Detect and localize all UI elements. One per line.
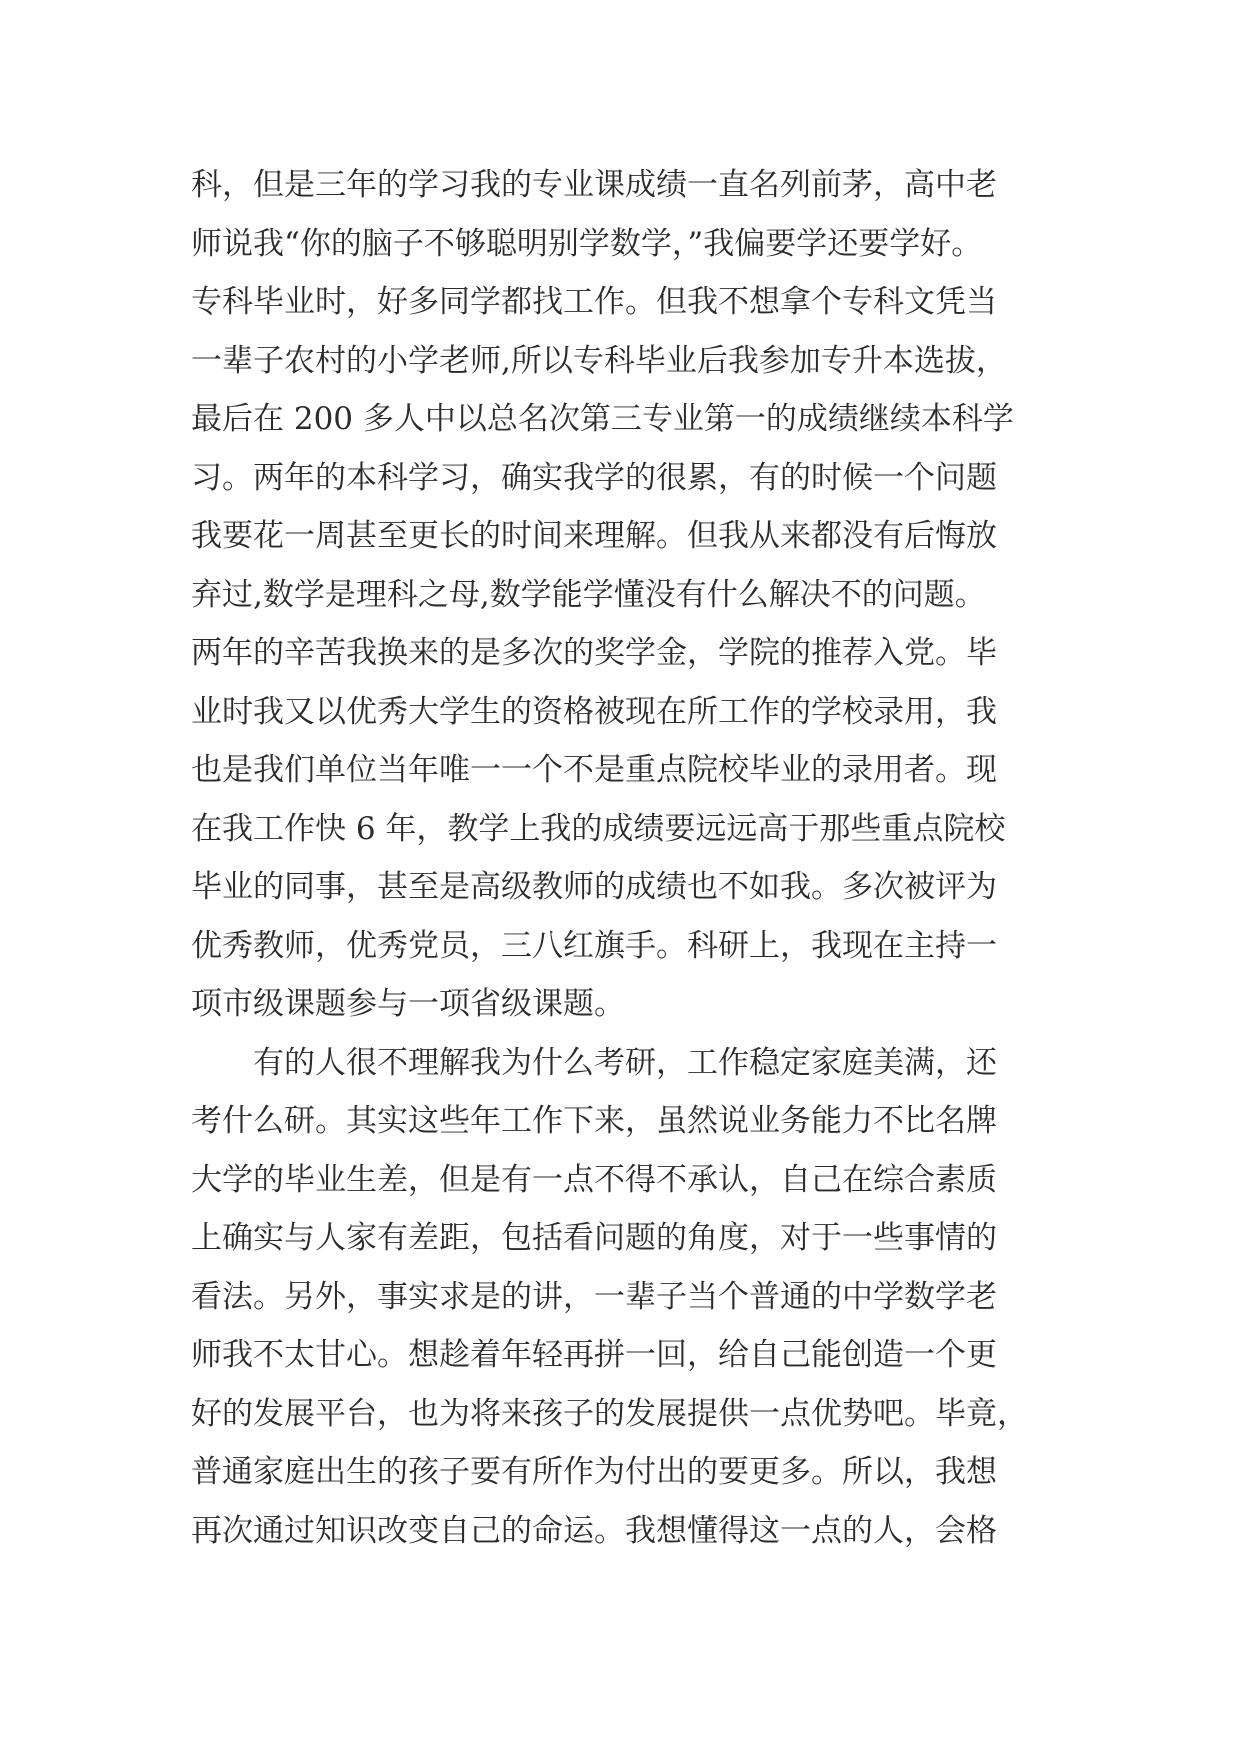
text-line: 优秀教师，优秀党员，三八红旗手。科研上，我现在主持一 [191, 927, 997, 964]
text-line: 科，但是三年的学习我的专业课成绩一直名列前茅，高中老 [191, 167, 997, 203]
text-line: 再次通过知识改变自己的命运。我想懂得这一点的人，会格 [191, 1512, 997, 1549]
text-line: 考什么研。其实这些年工作下来，虽然说业务能力不比名牌 [191, 1103, 997, 1139]
text-line: 我要花一周甚至更长的时间来理解。但我从来都没有后悔放 [191, 518, 997, 554]
text-line: 看法。另外，事实求是的讲，一辈子当个普通的中学数学老 [191, 1278, 997, 1315]
text-line: 业时我又以优秀大学生的资格被现在所工作的学校录用，我 [191, 693, 997, 730]
text-line: 最后在 200 多人中以总名次第三专业第一的成绩继续本科学 [191, 401, 1014, 437]
text-line: 一辈子农村的小学老师,所以专科毕业后我参加专升本选拔， [191, 342, 1007, 379]
text-line: 在我工作快 6 年，教学上我的成绩要远远高于那些重点院校 [191, 810, 1006, 847]
text-line: 习。两年的本科学习，确实我学的很累，有的时候一个问题 [191, 459, 997, 496]
text-line: 项市级课题参与一项省级课题。 [191, 986, 625, 1022]
text-line: 上确实与人家有差距，包括看问题的角度，对于一些事情的 [191, 1220, 997, 1256]
text-line: 普通家庭出生的孩子要有所作为付出的要更多。所以，我想 [191, 1454, 997, 1490]
text-line: 好的发展平台，也为将来孩子的发展提供一点优势吧。毕竟， [191, 1395, 1028, 1432]
text-line: 弃过,数学是理科之母,数学能学懂没有什么解决不的问题。 [191, 576, 986, 613]
text-line: 大学的毕业生差，但是有一点不得不承认，自己在综合素质 [191, 1161, 997, 1198]
text-line: 专科毕业时，好多同学都找工作。但我不想拿个专科文凭当 [191, 284, 997, 320]
paragraph-start-line: 有的人很不理解我为什么考研，工作稳定家庭美满，还 [191, 1044, 997, 1081]
text-line: 也是我们单位当年唯一一个不是重点院校毕业的录用者。现 [191, 752, 997, 788]
body-text [191, 156, 1071, 1560]
text-line: 师我不太甘心。想趁着年轻再拼一回，给自己能创造一个更 [191, 1337, 997, 1373]
text-line: 师说我“你的脑子不够聪明别学数学，”我偏要学还要学好。 [191, 225, 983, 262]
text-line: 两年的辛苦我换来的是多次的奖学金，学院的推荐入党。毕 [191, 635, 997, 671]
text-line: 毕业的同事，甚至是高级教师的成绩也不如我。多次被评为 [191, 869, 997, 905]
